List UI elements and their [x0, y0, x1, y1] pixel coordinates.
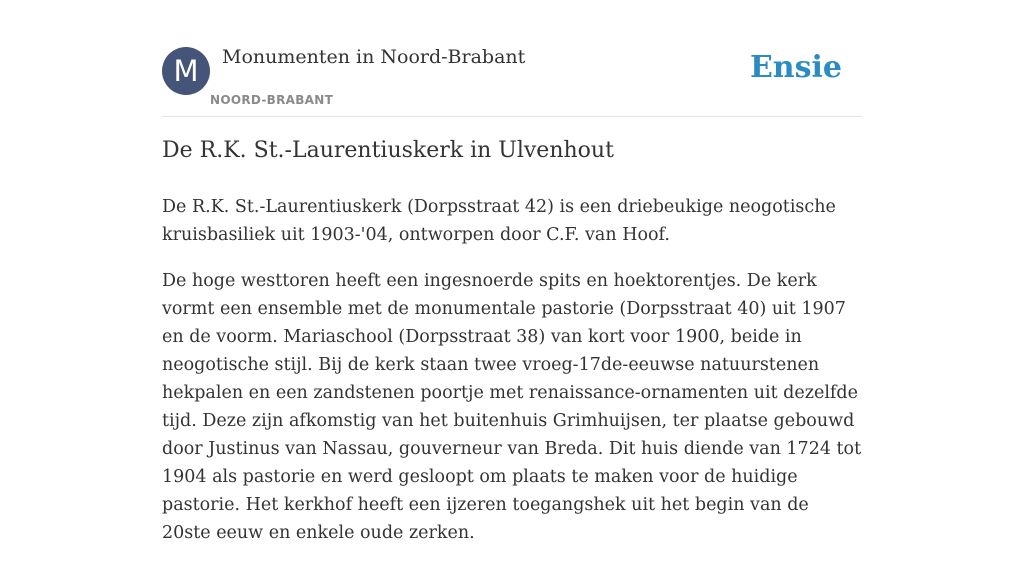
avatar[interactable]: M — [162, 47, 210, 95]
article-body — [162, 193, 862, 565]
site-title[interactable]: Monumenten in Noord-Brabant — [222, 46, 526, 68]
article-title: De R.K. St.-Laurentiuskerk in Ulvenhout — [162, 138, 614, 163]
category-label[interactable]: NOORD-BRABANT — [210, 93, 334, 107]
article-paragraph: De R.K. St.-Laurentiuskerk (Dorpsstraat 42) is een driebeukige neogotische kruisbasiliek uit 1903-'04, ontworpen door C.F. van Hoof. — [162, 197, 836, 245]
header — [162, 46, 862, 117]
ensie-logo[interactable]: Ensie — [749, 50, 842, 85]
article-paragraph: De hoge westtoren heeft een ingesnoerde spits en hoektorentjes. De kerk vormt een ensemble met de monumentale pastorie (Dorpsstraat 40) uit 1907 en de voorm. Mariaschool (Dorpsstraat 38) van kort voor 1900, beide in neogotische stijl. Bij de kerk staan twee vroeg-17de-eeuwse natuurstenen hekpalen en een zandstenen poortje met renaissance-ornamenten uit dezelfde tijd. Deze zijn afkomstig van het buitenhuis Grimhuijsen, ter plaatse gebouwd door Justinus van Nassau, gouverneur van Breda. Dit huis diende van 1724 tot 1904 als pastorie en werd gesloopt om plaats te maken voor de huidige pastorie. Het kerkhof heeft een ijzeren toegangshek uit het begin van de 20ste eeuw en enkele oude zerken. — [162, 271, 862, 543]
